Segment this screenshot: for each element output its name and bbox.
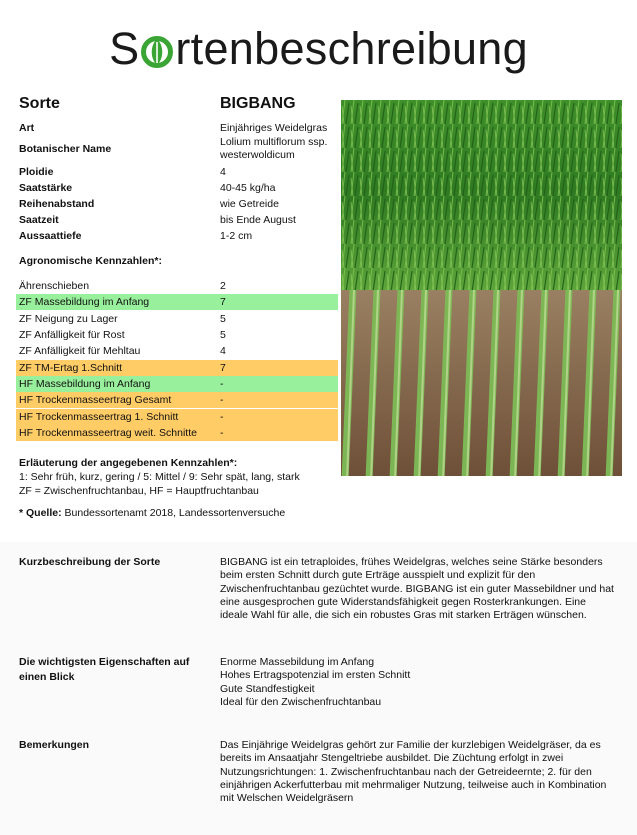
kpi-row — [16, 311, 338, 327]
grass-photo-bottom — [341, 290, 622, 476]
field-photo — [341, 100, 622, 476]
source-text: Bundessortenamt 2018, Landessortenversuche — [61, 507, 286, 519]
kpi-name: Ährenschieben — [19, 280, 90, 292]
info-value-sowing-time: bis Ende August — [220, 214, 296, 226]
kpi-value: - — [220, 427, 224, 439]
info-value-row-spacing: wie Getreide — [220, 198, 279, 210]
info-value-botanical: Lolium multiflorum ssp. westerwoldicum — [220, 136, 328, 161]
list-item: Enorme Massebildung im Anfang — [220, 656, 375, 668]
list-item: Gute Standfestigkeit — [220, 682, 315, 695]
page-title — [0, 14, 637, 84]
info-value-art: Einjähriges Weidelgras — [220, 122, 328, 134]
short-description-text: BIGBANG ist ein tetraploides, frühes Weidelgras, welches seine Stärke besonders beim ersten Schnitt durch gute Erträge ausspielt und explizit für den Zwischenfruchtanbau gezüchtet wurde. BIGBANG ist ein guter Massebildner und hat eine ausgesprochen gute Widerstandsfähigkeit gegen Rosterkrankungen. Eine ideale Wahl für alle, die sich ein robustes Gras mit starken Erträgen wünschen. — [220, 556, 614, 622]
legend-heading: Erläuterung der angegebenen Kennzahlen*: — [19, 457, 238, 469]
kpi-name: ZF Neigung zu Lager — [19, 313, 118, 325]
remarks-label: Bemerkungen — [19, 739, 90, 751]
info-label-row-spacing: Reihenabstand — [19, 198, 95, 210]
info-label-botanical: Botanischer Name — [19, 143, 112, 155]
list-item: Hohes Ertragspotenzial im ersten Schnitt — [220, 669, 411, 682]
kpi-name: HF Trockenmasseertrag weit. Schnitte — [19, 427, 197, 439]
list-item: Ideal für den Zwischenfruchtanbau — [220, 695, 382, 708]
short-description-label: Kurzbeschreibung der Sorte — [19, 556, 161, 568]
key-properties-label: Die wichtigsten Eigenschaften auf einen Blick — [19, 656, 190, 683]
kpi-row — [16, 409, 338, 425]
info-label-art: Art — [19, 122, 35, 134]
kpi-row — [16, 360, 338, 376]
source-label: * Quelle: — [19, 507, 62, 519]
kpi-row — [16, 392, 338, 408]
kpi-row — [16, 425, 338, 441]
kpi-value: - — [220, 378, 224, 390]
info-label-sowing-depth: Aussaattiefe — [19, 230, 82, 242]
variety-name: BIGBANG — [220, 95, 296, 112]
legend-line-2: ZF = Zwischenfruchtanbau, HF = Hauptfruchtanbau — [19, 485, 259, 497]
title-part-2: rtenbeschreibung — [175, 23, 528, 74]
info-label-sowing-time: Saatzeit — [19, 214, 59, 226]
kpi-value: 4 — [220, 345, 226, 357]
key-properties-list — [220, 656, 615, 709]
title-part-1: S — [109, 23, 140, 74]
kpi-name: ZF Anfälligkeit für Rost — [19, 329, 125, 341]
kpi-value: 7 — [220, 296, 226, 308]
info-value-sowing-depth: 1-2 cm — [220, 230, 253, 242]
kpi-row — [16, 327, 338, 343]
kpi-value: 2 — [220, 280, 226, 292]
kpi-name: ZF Anfälligkeit für Mehltau — [19, 345, 141, 357]
info-value-seed-rate: 40-45 kg/ha — [220, 182, 276, 194]
kpi-row — [16, 278, 338, 294]
agronomic-heading: Agronomische Kennzahlen*: — [19, 255, 162, 267]
kpi-row — [16, 376, 338, 392]
leaf-logo-icon — [140, 19, 174, 53]
kpi-name: HF Trockenmasseertrag 1. Schnitt — [19, 411, 179, 423]
kpi-row — [16, 343, 338, 359]
kpi-value: - — [220, 411, 224, 423]
kpi-name: ZF Massebildung im Anfang — [19, 296, 150, 308]
grass-photo-top — [341, 100, 622, 290]
kpi-name: ZF TM-Ertag 1.Schnitt — [19, 362, 123, 374]
info-label-ploidy: Ploidie — [19, 166, 54, 178]
variety-label: Sorte — [19, 95, 60, 112]
kpi-value: - — [220, 394, 224, 406]
source-note — [19, 507, 285, 519]
info-label-seed-rate: Saatstärke — [19, 182, 73, 194]
legend-line-1: 1: Sehr früh, kurz, gering / 5: Mittel / 9: Sehr spät, lang, stark — [19, 471, 300, 483]
kpi-row — [16, 294, 338, 310]
kpi-value: 7 — [220, 362, 226, 374]
kpi-value: 5 — [220, 313, 226, 325]
remarks-text: Das Einjährige Weidelgras gehört zur Familie der kurzlebigen Weidelgräser, da es bereits im Ansaatjahr Stengeltriebe ausbildet. Die Züchtung erfolgt in zwei Nutzungsrichtungen: 1. Zwischenfruchtanbau nach der Getreideernte; 2. für den einjährigen Ackerfutterbau mit mehrmaliger Nutzung, teilweise auch in Kombination mit Welschen Weidelgräsern — [220, 739, 607, 805]
info-value-ploidy: 4 — [220, 166, 226, 178]
kpi-name: HF Massebildung im Anfang — [19, 378, 151, 390]
kpi-name: HF Trockenmasseertrag Gesamt — [19, 394, 172, 406]
kpi-value: 5 — [220, 329, 226, 341]
